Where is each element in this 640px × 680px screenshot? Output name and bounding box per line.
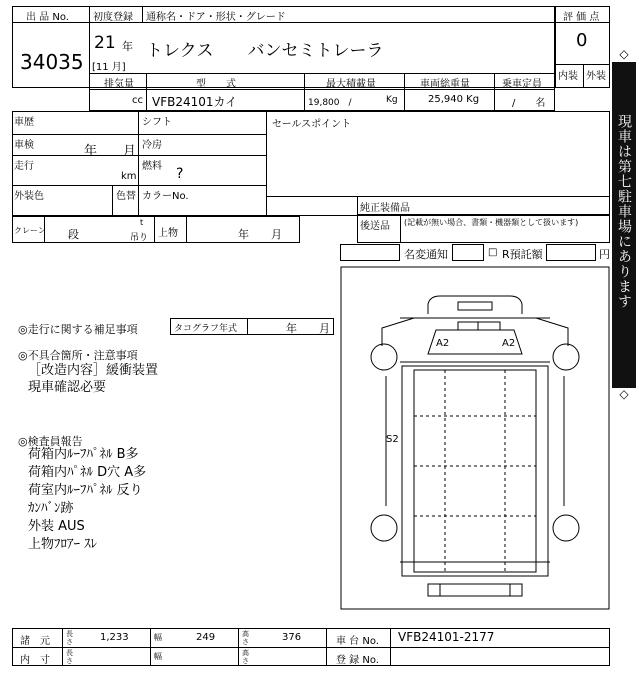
location-text: 現車は第七駐車場にあります (616, 114, 632, 309)
height-value: 376 (282, 632, 302, 643)
inspector-line: 荷室内ﾙｰﾌﾊﾟﾈﾙ 反り (28, 483, 143, 498)
year-unit: 年 (122, 40, 133, 53)
sales-point-label: セールスポイント (272, 119, 352, 130)
mileage-unit: km (121, 171, 137, 182)
running-notes-heading: ◎走行に関する補足事項 (18, 323, 138, 336)
exterior-color-label: 外装色 (14, 191, 44, 202)
lot-number: 34035 (20, 50, 84, 74)
bodywork-label: 上物 (158, 228, 178, 239)
displacement-unit: cc (132, 95, 143, 106)
inspector-line: 荷箱内ﾙｰﾌﾊﾟﾈﾙ B多 (28, 447, 139, 462)
shift-label: シフト (142, 117, 172, 128)
first-reg-label: 初度登録 (93, 12, 133, 23)
inspector-line: 外装 AUS (28, 519, 85, 534)
color-change-label: 色替 (116, 191, 136, 202)
genuine-equipment-label: 純正装備品 (360, 203, 410, 214)
length-value: 1,233 (100, 632, 129, 643)
bodywork-value: 年 月 (238, 228, 282, 241)
interior-width-label: 幅 (154, 652, 162, 661)
fuel-label: 燃料 (142, 161, 162, 172)
vehicle-name-label: 通称名・ドア・形状・グレード (146, 12, 286, 23)
width-label: 幅 (154, 633, 162, 642)
inspection-value: 年 月 (84, 144, 137, 159)
vehicle-damage-diagram (340, 266, 610, 610)
inspection-label: 車検 (14, 140, 34, 151)
defect-line: ［改造内容］緩衝装置 (28, 363, 159, 378)
capacity-value: / 名 (512, 98, 546, 109)
history-label: 車歴 (14, 117, 34, 128)
deferred-docs-note: (記載が無い場合、書類・機器類として扱います) (404, 218, 579, 227)
vehicle-name: トレクス バンセミトレーラ (146, 41, 384, 61)
first-reg-month: [11 月] (92, 62, 126, 73)
sidebar-bottom-mark: ◇ (612, 388, 636, 400)
interior-dimensions-label: 内 寸 (20, 655, 50, 666)
lot-label: 出 品 No. (26, 12, 69, 23)
color-no-label: カラーNo. (142, 191, 189, 202)
inspector-report-heading: ◎検査員報告 (18, 435, 83, 448)
tachograph-label: タコグラフ年式 (174, 324, 238, 334)
inspector-line: 上物ﾌﾛｱｰ ｽﾚ (28, 537, 98, 552)
mileage-label: 走行 (14, 161, 34, 172)
dimensions-label: 諸 元 (20, 636, 50, 647)
recycle-unit: 円 (599, 248, 610, 261)
recycle-deposit-label: R預託額 (502, 248, 543, 261)
crane-ton-unit: t (140, 218, 144, 227)
sidebar-top-mark: ◇ (612, 48, 636, 60)
height-label: 高さ (242, 630, 249, 646)
model-label: 型 式 (196, 79, 236, 90)
rating-label: 評 価 点 (563, 12, 600, 23)
max-load-value: 19,800 / (308, 98, 352, 108)
inspector-report-list (28, 446, 146, 554)
deferred-docs-label: 後送品 (360, 221, 390, 232)
crane-hoist-label: 吊り (130, 233, 149, 243)
defects-heading: ◎不具合箇所・注意事項 (18, 349, 138, 362)
defects-list (28, 362, 158, 396)
box-mark: □ (488, 247, 498, 258)
capacity-label: 乗車定員 (502, 79, 542, 90)
exterior-grade-label: 外装 (586, 71, 606, 82)
damage-mark-a2-left: A2 (436, 338, 450, 349)
max-load-label: 最大積載量 (326, 79, 376, 90)
max-load-unit: Kg (386, 95, 398, 105)
rating-value: 0 (576, 30, 588, 51)
chassis-no-value: VFB24101-2177 (398, 630, 495, 644)
gross-weight-label: 車両総重量 (420, 79, 470, 90)
interior-height-label: 高さ (242, 649, 249, 665)
location-sidebar (612, 47, 636, 401)
length-label: 長さ (66, 630, 73, 646)
ac-label: 冷房 (142, 140, 162, 151)
width-value: 249 (196, 632, 216, 643)
displacement-label: 排気量 (104, 79, 134, 90)
chassis-no-label: 車 台 No. (336, 636, 379, 647)
first-reg-year: 21 (94, 33, 116, 53)
interior-grade-label: 内装 (558, 71, 578, 82)
fuel-value: ? (176, 166, 184, 182)
gross-weight-value: 25,940 Kg (428, 94, 480, 105)
tachograph-value: 年 月 (286, 322, 330, 335)
inspector-line: ｶﾝﾊﾞﾝ跡 (28, 501, 74, 516)
damage-mark-s2: S2 (386, 434, 399, 445)
defect-line: 現車確認必要 (28, 380, 107, 395)
interior-length-label: 長さ (66, 649, 73, 665)
damage-mark-a2-right: A2 (502, 338, 516, 349)
name-change-notice-label: 名変通知 (404, 248, 448, 261)
model-code: VFB24101カイ (152, 95, 238, 109)
registration-no-label: 登 録 No. (336, 655, 379, 666)
inspector-line: 荷箱内ﾊﾟﾈﾙ D穴 A多 (28, 465, 147, 480)
crane-label: クレーン (14, 226, 46, 235)
crane-stage-unit: 段 (68, 228, 79, 241)
